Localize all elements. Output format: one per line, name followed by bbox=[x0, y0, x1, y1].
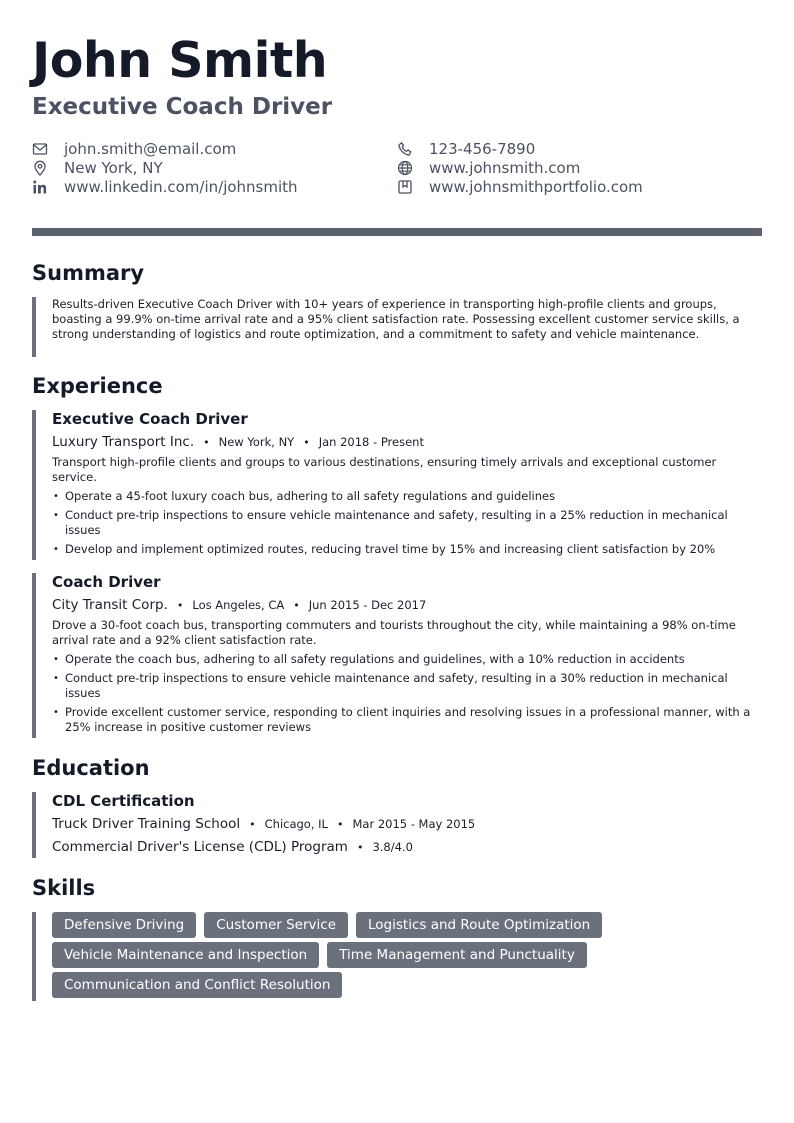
skills-block bbox=[32, 912, 762, 1001]
separator-dot: • bbox=[336, 818, 344, 831]
contact-email[interactable] bbox=[32, 139, 236, 158]
skill-tag: Customer Service bbox=[204, 912, 348, 938]
separator-dot: • bbox=[303, 436, 310, 449]
summary-block bbox=[32, 297, 762, 357]
company-name: Luxury Transport Inc. bbox=[52, 434, 195, 450]
job-description: Drove a 30-foot coach bus, transporting commuters and tourists throughout the city, while maintaining a 98% on-time arrival rate and a 92% client satisfaction rate. bbox=[52, 618, 736, 647]
school-name: Truck Driver Training School bbox=[52, 816, 241, 832]
education-dates: Mar 2015 - May 2015 bbox=[352, 817, 476, 831]
email-text[interactable]: john.smith@email.com bbox=[64, 139, 237, 158]
job-dates: Jun 2015 - Dec 2017 bbox=[308, 598, 427, 612]
experience-entry bbox=[32, 410, 762, 560]
separator-dot: • bbox=[249, 818, 256, 831]
achievement-list bbox=[52, 489, 762, 557]
phone-text[interactable]: 123-456-7890 bbox=[429, 139, 536, 158]
list-item: • Operate the coach bus, adhering to all safety regulations and guidelines, with a 10% reduction in accidents bbox=[52, 652, 762, 667]
list-item: • Develop and implement optimized routes, reducing travel time by 15% and increasing client satisfaction by 20% bbox=[52, 542, 762, 557]
education-meta bbox=[52, 815, 762, 834]
separator-dot: • bbox=[293, 599, 300, 612]
linkedin-icon bbox=[32, 179, 48, 195]
gpa: 3.8/4.0 bbox=[372, 840, 413, 854]
experience-entry bbox=[32, 573, 762, 738]
globe-icon bbox=[397, 160, 413, 176]
program-name: Commercial Driver's License (CDL) Program bbox=[52, 839, 348, 855]
summary-text: Results-driven Executive Coach Driver with 10+ years of experience in transporting high-profile clients and groups, boasting a 99.9% on-time arrival rate and a 95% client satisfaction rate. Possessing excellent customer service skills, a strong understanding of logistics and route optimization, and a commitment to safety and vehicle maintenance. bbox=[52, 297, 740, 341]
job-meta bbox=[52, 433, 762, 452]
job-position: Executive Coach Driver bbox=[52, 410, 248, 428]
bookmark-icon bbox=[397, 179, 413, 195]
location-pin-icon bbox=[32, 160, 48, 176]
job-meta bbox=[52, 596, 762, 615]
contact-location bbox=[32, 158, 163, 177]
separator-dot: • bbox=[356, 841, 364, 854]
list-item: • Provide excellent customer service, responding to client inquiries and resolving issues in a professional manner, with a 25% increase in positive customer reviews bbox=[52, 705, 762, 735]
contact-linkedin[interactable] bbox=[32, 177, 298, 196]
degree-title: CDL Certification bbox=[52, 792, 195, 810]
phone-icon bbox=[397, 141, 413, 157]
contact-portfolio[interactable] bbox=[397, 177, 643, 196]
job-description: Transport high-profile clients and groups to various destinations, ensuring timely arrivals and exceptional customer service. bbox=[52, 455, 717, 484]
job-dates: Jan 2018 - Present bbox=[318, 435, 424, 449]
education-entry bbox=[32, 792, 762, 858]
list-item: • Conduct pre-trip inspections to ensure vehicle maintenance and safety, resulting in a 30% reduction in mechanical issues bbox=[52, 671, 762, 701]
portfolio-text[interactable]: www.johnsmithportfolio.com bbox=[429, 177, 643, 196]
skill-tags bbox=[52, 912, 762, 998]
achievement-list bbox=[52, 652, 762, 735]
mail-icon bbox=[32, 141, 48, 157]
candidate-name: John Smith bbox=[32, 32, 328, 89]
linkedin-text[interactable]: www.linkedin.com/in/johnsmith bbox=[64, 177, 298, 196]
skill-tag: Communication and Conflict Resolution bbox=[52, 972, 342, 998]
job-position: Coach Driver bbox=[52, 573, 161, 591]
website-text[interactable]: www.johnsmith.com bbox=[429, 158, 581, 177]
separator-dot: • bbox=[203, 436, 210, 449]
separator-dot: • bbox=[176, 599, 184, 612]
education-heading: Education bbox=[32, 756, 150, 780]
experience-heading: Experience bbox=[32, 374, 163, 398]
job-location: Los Angeles, CA bbox=[192, 598, 285, 612]
school-location: Chicago, IL bbox=[264, 817, 328, 831]
job-location: New York, NY bbox=[218, 435, 295, 449]
job-title-headline: Executive Coach Driver bbox=[32, 94, 333, 120]
skill-tag: Time Management and Punctuality bbox=[327, 942, 587, 968]
list-item: • Operate a 45-foot luxury coach bus, adhering to all safety regulations and guidelines bbox=[52, 489, 762, 504]
contact-phone[interactable] bbox=[397, 139, 535, 158]
skill-tag: Vehicle Maintenance and Inspection bbox=[52, 942, 319, 968]
summary-heading: Summary bbox=[32, 261, 145, 285]
program-meta bbox=[52, 838, 762, 857]
header-divider bbox=[32, 228, 762, 236]
location-text: New York, NY bbox=[64, 158, 163, 177]
company-name: City Transit Corp. bbox=[52, 597, 168, 613]
skill-tag: Logistics and Route Optimization bbox=[356, 912, 602, 938]
list-item: • Conduct pre-trip inspections to ensure vehicle maintenance and safety, resulting in a 25% reduction in mechanical issues bbox=[52, 508, 762, 538]
contact-website[interactable] bbox=[397, 158, 580, 177]
skills-heading: Skills bbox=[32, 876, 96, 900]
skill-tag: Defensive Driving bbox=[52, 912, 196, 938]
